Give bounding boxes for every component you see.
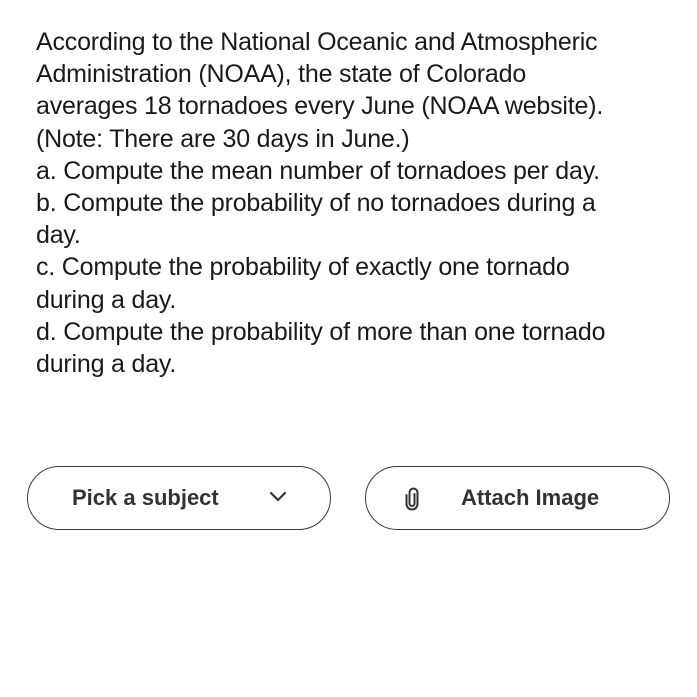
question-line: day. [36,221,81,250]
pick-subject-dropdown[interactable] [27,466,331,530]
paperclip-icon [403,487,421,511]
question-text [36,26,666,380]
question-line: a. Compute the mean number of tornadoes per day. [36,156,600,185]
chevron-down-icon [268,489,288,505]
question-line: b. Compute the probability of no tornadoes during a [36,189,596,218]
question-line: Administration (NOAA), the state of Colorado [36,60,527,89]
question-line: during a day. [36,285,177,314]
question-line: d. Compute the probability of more than one tornado [36,317,606,346]
question-line: c. Compute the probability of exactly one tornado [36,253,570,282]
action-bar [27,466,670,532]
attach-image-label: Attach Image [461,485,600,510]
pick-subject-label: Pick a subject [72,485,219,510]
question-line: during a day. [36,350,177,379]
question-line: averages 18 tornadoes every June (NOAA website). [36,92,604,121]
question-line: According to the National Oceanic and Atmospheric [36,28,598,56]
question-line: (Note: There are 30 days in June.) [36,124,410,153]
attach-image-button[interactable] [365,466,670,530]
